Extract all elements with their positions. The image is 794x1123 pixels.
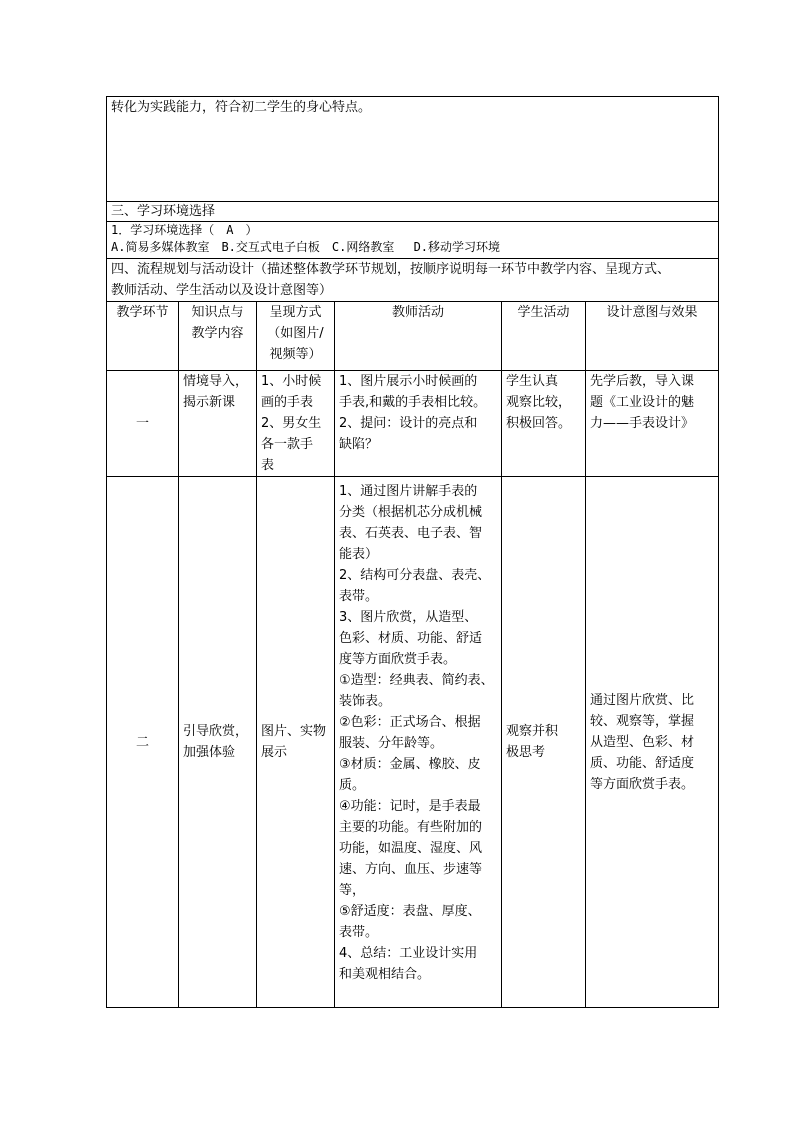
section3-title-row	[107, 202, 719, 222]
student-line: 观察并积	[506, 724, 559, 739]
header-presentation-line1: 呈现方式	[269, 305, 322, 320]
teacher-line: 1、通过图片讲解手表的	[339, 484, 478, 499]
teacher-line: 缺陷？	[339, 437, 379, 452]
student-activity-cell	[502, 371, 586, 477]
teacher-line: 和美观相结合。	[339, 967, 431, 982]
header-content-line2: 教学内容	[191, 326, 244, 341]
teacher-line: 功能，如温度、湿度、风	[339, 841, 483, 856]
student-line: 极思考	[506, 745, 546, 760]
teacher-line: 表、石英表、电子表、智	[339, 526, 483, 541]
header-content	[179, 302, 257, 371]
top-text-cell	[107, 97, 719, 202]
stage-cell: 二	[107, 477, 179, 1008]
design-intent-cell	[586, 477, 719, 1008]
intent-line: 通过图片欣赏、比	[590, 692, 695, 708]
table-header-row	[107, 302, 719, 371]
teacher-line: ②色彩：正式场合、根据	[339, 715, 481, 730]
presentation-line: 表	[261, 458, 275, 473]
teacher-line: 能表）	[339, 547, 379, 562]
table-row	[107, 371, 719, 477]
top-text-row	[107, 97, 719, 202]
learning-environment-cell	[107, 222, 719, 259]
intent-line: 力——手表设计》	[590, 416, 695, 431]
intent-line: 质、功能、舒适度	[590, 755, 695, 771]
header-presentation	[257, 302, 335, 371]
environment-options: A.简易多媒体教室 B.交互式电子白板 C.网络教室 D.移动学习环境	[111, 240, 501, 254]
intent-line: 先学后教，导入课	[590, 374, 695, 389]
teacher-line: 分类（根据机芯分成机械	[339, 505, 483, 520]
teacher-line: 速、方向、血压、步速等	[339, 862, 483, 877]
teacher-line: 装饰表。	[339, 694, 392, 709]
lesson-plan-table	[106, 96, 719, 1008]
teacher-line: 表带。	[339, 925, 379, 940]
teacher-activity-cell	[335, 477, 502, 1008]
teacher-line: 2、结构可分表盘、表壳、	[339, 568, 491, 583]
intent-line: 从造型、色彩、材	[590, 734, 695, 750]
intent-line: 题《工业设计的魅	[590, 395, 695, 410]
section3-title: 三、学习环境选择	[107, 202, 719, 222]
learning-environment-row	[107, 222, 719, 259]
teacher-line: 色彩、材质、功能、舒适	[339, 631, 483, 646]
teacher-line: 3、图片欣赏，从造型、	[339, 610, 478, 625]
teacher-line: 手表,和戴的手表相比较。	[339, 395, 487, 410]
section4-title-row	[107, 259, 719, 302]
teacher-line: 等，	[339, 883, 366, 898]
header-stage: 教学环节	[107, 302, 179, 371]
section4-title-line1: 四、流程规划与活动设计（描述整体教学环节规划，按顺序说明每一环节中教学内容、呈现方式、	[111, 262, 671, 277]
teacher-line: 2、提问：设计的亮点和	[339, 416, 478, 431]
presentation-line: 图片、实物	[261, 724, 327, 739]
student-line: 学生认真	[506, 374, 559, 389]
environment-question: 1．学习环境选择（ A ）	[111, 223, 258, 237]
content-line: 加强体验	[183, 745, 236, 760]
teacher-line: 度等方面欣赏手表。	[339, 652, 457, 667]
presentation-line: 画的手表	[261, 395, 314, 410]
intent-line: 等方面欣赏手表。	[590, 776, 695, 792]
teacher-line: ⑤舒适度：表盘、厚度、	[339, 904, 481, 919]
header-design-intent: 设计意图与效果	[586, 302, 719, 371]
teacher-line: 1、图片展示小时候画的	[339, 374, 478, 389]
teacher-activity-cell	[335, 371, 502, 477]
student-activity-cell	[502, 477, 586, 1008]
content-cell	[179, 371, 257, 477]
section4-title	[107, 259, 719, 302]
teacher-line: 服装、分年龄等。	[339, 736, 444, 751]
content-line: 情境导入，	[183, 374, 249, 389]
teacher-line: 质。	[339, 778, 366, 793]
intent-line: 较、观察等，掌握	[590, 713, 695, 729]
header-content-line1: 知识点与	[191, 305, 244, 320]
stage-cell: 一	[107, 371, 179, 477]
header-presentation-line2: （如图片/	[267, 326, 324, 341]
presentation-line: 2、男女生	[261, 416, 322, 431]
content-cell	[179, 477, 257, 1008]
header-teacher-activity: 教师活动	[335, 302, 502, 371]
header-presentation-line3: 视频等）	[269, 347, 322, 362]
student-line: 观察比较，	[506, 395, 572, 410]
document-page	[106, 96, 718, 1008]
teacher-line: ①造型：经典表、简约表、	[339, 673, 494, 688]
top-text: 转化为实践能力，符合初二学生的身心特点。	[111, 100, 372, 115]
student-line: 积极回答。	[506, 416, 572, 431]
presentation-line: 展示	[261, 745, 288, 760]
teacher-line: 主要的功能。有些附加的	[339, 820, 483, 835]
presentation-line: 1、小时候	[261, 374, 322, 389]
teacher-line: ③材质：金属、橡胶、皮	[339, 757, 481, 772]
table-row	[107, 477, 719, 1008]
content-line: 揭示新课	[183, 395, 236, 410]
presentation-cell	[257, 371, 335, 477]
teacher-line: ④功能：记时，是手表最	[339, 799, 481, 814]
teacher-line: 表带。	[339, 589, 379, 604]
teacher-line: 4、总结：工业设计实用	[339, 946, 478, 961]
presentation-line: 各一款手	[261, 437, 314, 452]
section4-title-line2: 教师活动、学生活动以及设计意图等）	[111, 283, 333, 298]
design-intent-cell	[586, 371, 719, 477]
header-student-activity: 学生活动	[502, 302, 586, 371]
content-line: 引导欣赏，	[183, 724, 249, 739]
presentation-cell	[257, 477, 335, 1008]
